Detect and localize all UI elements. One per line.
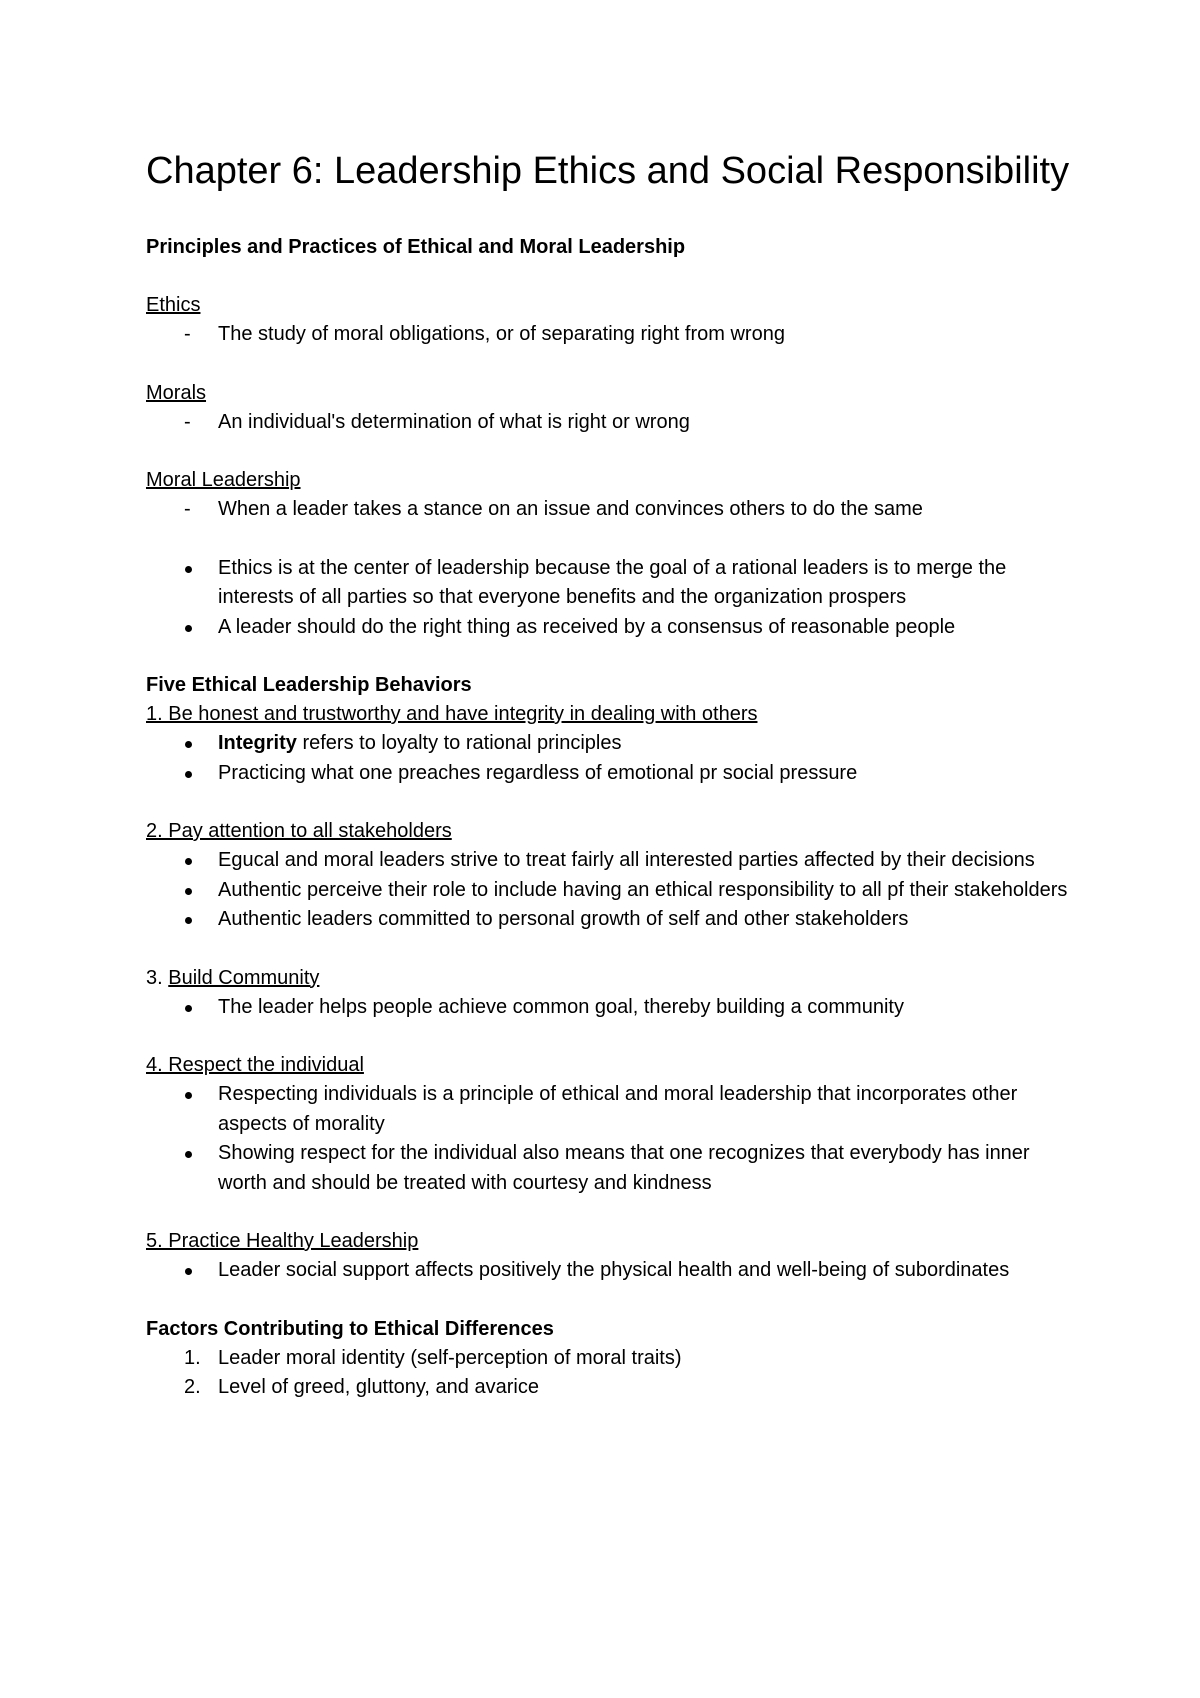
behavior-1-list	[146, 729, 1076, 788]
behavior-5-list	[146, 1256, 1076, 1286]
list-item: The leader helps people achieve common goal, thereby building a community	[146, 993, 1076, 1023]
list-item: Ethics is at the center of leadership because the goal of a rational leaders is to merge the interests of all parties so that everyone benefits and the organization prospers	[146, 554, 1076, 613]
behavior-3-label: Build Community	[168, 966, 320, 989]
term-moral-leadership: Moral Leadership	[146, 469, 301, 491]
list-item: Leader social support affects positively the physical health and well-being of subordinates	[146, 1256, 1076, 1286]
behavior-4-list	[146, 1080, 1076, 1198]
page-title: Chapter 6: Leadership Ethics and Social Responsibility	[146, 150, 1070, 192]
moral-leadership-definition-list	[146, 495, 1076, 525]
integrity-definition: refers to loyalty to rational principles	[296, 732, 622, 754]
list-item: Egucal and moral leaders strive to treat fairly all interested parties affected by their decisions	[146, 846, 1076, 876]
document-page	[146, 148, 1076, 1403]
list-number: 1.	[184, 1346, 201, 1369]
list-text: Level of greed, gluttony, and avarice	[218, 1376, 539, 1398]
integrity-term: Integrity	[218, 732, 297, 754]
factors-list	[146, 1344, 1076, 1403]
list-item: Authentic perceive their role to include having an ethical responsibility to all pf their stakeholders	[146, 876, 1076, 906]
behavior-2-list	[146, 846, 1076, 935]
list-item: Practicing what one preaches regardless of emotional pr social pressure	[146, 759, 1076, 789]
section-heading-principles: Principles and Practices of Ethical and Moral Leadership	[146, 236, 686, 258]
list-item	[146, 1373, 1076, 1403]
term-morals: Morals	[146, 381, 207, 404]
list-item: Showing respect for the individual also means that one recognizes that everybody has inner worth and should be treated with courtesy and kindness	[146, 1139, 1076, 1198]
list-item	[146, 729, 1076, 759]
list-item: - The study of moral obligations, or of separating right from wrong	[146, 320, 1076, 350]
behavior-3-number: 3.	[146, 966, 169, 989]
section-heading-five-behaviors: Five Ethical Leadership Behaviors	[146, 674, 472, 696]
ethics-bullet-list	[146, 554, 1076, 643]
list-number: 2.	[184, 1376, 201, 1398]
morals-definition-list	[146, 408, 1076, 438]
list-item: A leader should do the right thing as received by a consensus of reasonable people	[146, 613, 1076, 643]
behavior-3-list	[146, 993, 1076, 1023]
behavior-2-title: 2. Pay attention to all stakeholders	[146, 820, 452, 842]
behavior-5-title: 5. Practice Healthy Leadership	[146, 1230, 419, 1252]
ethics-definition-list	[146, 320, 1076, 350]
list-item: Respecting individuals is a principle of ethical and moral leadership that incorporates other aspects of morality	[146, 1080, 1076, 1139]
behavior-1-title: 1. Be honest and trustworthy and have integrity in dealing with others	[146, 703, 758, 725]
behavior-4-title: 4. Respect the individual	[146, 1054, 364, 1076]
term-ethics: Ethics	[146, 294, 201, 316]
list-item: - An individual's determination of what is right or wrong	[146, 408, 1076, 438]
section-heading-factors: Factors Contributing to Ethical Differences	[146, 1317, 554, 1340]
list-item	[146, 1344, 1076, 1374]
list-item: Authentic leaders committed to personal growth of self and other stakeholders	[146, 905, 1076, 935]
behavior-3-title	[146, 964, 1076, 993]
list-item: - When a leader takes a stance on an issue and convinces others to do the same	[146, 495, 1076, 525]
list-text: Leader moral identity (self-perception of moral traits)	[218, 1346, 682, 1369]
